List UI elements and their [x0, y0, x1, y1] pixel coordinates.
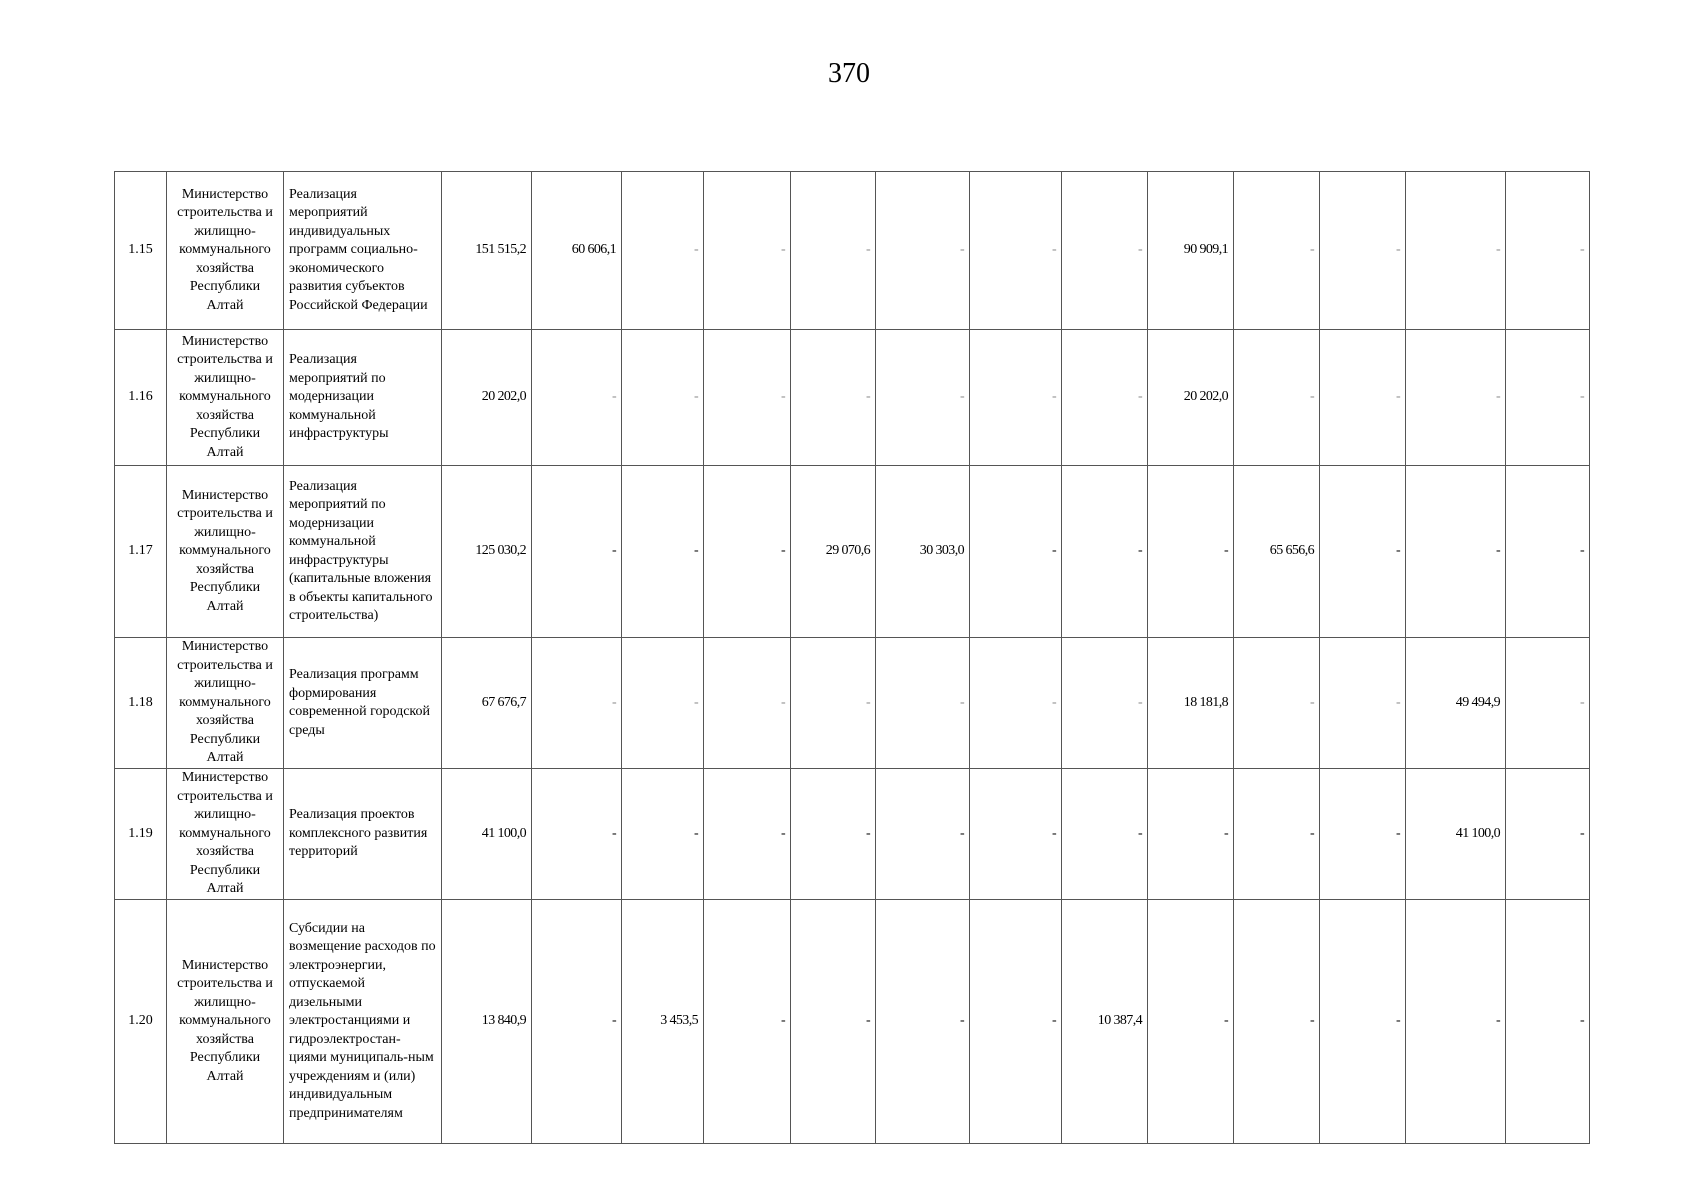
- value-cell: -: [622, 172, 704, 330]
- value-cell: -: [532, 769, 622, 900]
- value-cell: -: [1062, 466, 1148, 638]
- value-cell: 29 070,6: [791, 466, 876, 638]
- value-cell: -: [876, 769, 970, 900]
- value-cell: -: [1506, 638, 1590, 769]
- value-cell: -: [876, 900, 970, 1144]
- responsible-organization: Министерство строительства и жилищно-коммунального хозяйства Республики Алтай: [167, 330, 284, 466]
- table-row: [115, 900, 1590, 1144]
- value-cell: 90 909,1: [1148, 172, 1234, 330]
- value-cell: 49 494,9: [1406, 638, 1506, 769]
- responsible-organization: Министерство строительства и жилищно-коммунального хозяйства Республики Алтай: [167, 466, 284, 638]
- row-number: 1.17: [115, 466, 167, 638]
- value-cell: -: [622, 769, 704, 900]
- value-cell: -: [1320, 466, 1406, 638]
- value-cell: -: [1062, 638, 1148, 769]
- value-cell: -: [1406, 466, 1506, 638]
- value-cell: -: [704, 769, 791, 900]
- value-cell: -: [1234, 900, 1320, 1144]
- value-cell: -: [791, 769, 876, 900]
- row-number: 1.18: [115, 638, 167, 769]
- responsible-organization: Министерство строительства и жилищно-коммунального хозяйства Республики Алтай: [167, 900, 284, 1144]
- value-cell: -: [1506, 172, 1590, 330]
- value-cell: 20 202,0: [442, 330, 532, 466]
- activity-description: Реализация программ формирования современной городской среды: [284, 638, 442, 769]
- table-row: [115, 466, 1590, 638]
- value-cell: -: [876, 330, 970, 466]
- value-cell: -: [1234, 769, 1320, 900]
- value-cell: 41 100,0: [442, 769, 532, 900]
- value-cell: -: [532, 638, 622, 769]
- value-cell: 60 606,1: [532, 172, 622, 330]
- table-row: [115, 172, 1590, 330]
- value-cell: -: [970, 466, 1062, 638]
- value-cell: 30 303,0: [876, 466, 970, 638]
- row-number: 1.15: [115, 172, 167, 330]
- value-cell: 10 387,4: [1062, 900, 1148, 1144]
- value-cell: -: [704, 466, 791, 638]
- value-cell: -: [1320, 172, 1406, 330]
- activity-description: Реализация мероприятий по модернизации коммунальной инфраструктуры: [284, 330, 442, 466]
- value-cell: -: [1406, 330, 1506, 466]
- row-number: 1.20: [115, 900, 167, 1144]
- value-cell: -: [1234, 172, 1320, 330]
- value-cell: -: [1406, 172, 1506, 330]
- value-cell: -: [1234, 330, 1320, 466]
- value-cell: -: [791, 638, 876, 769]
- value-cell: -: [876, 638, 970, 769]
- value-cell: -: [1506, 330, 1590, 466]
- value-cell: -: [1506, 769, 1590, 900]
- page-number: 370: [828, 58, 870, 89]
- value-cell: -: [970, 900, 1062, 1144]
- value-cell: 65 656,6: [1234, 466, 1320, 638]
- value-cell: -: [1406, 900, 1506, 1144]
- value-cell: -: [622, 638, 704, 769]
- value-cell: -: [1062, 769, 1148, 900]
- value-cell: -: [1062, 172, 1148, 330]
- value-cell: -: [532, 330, 622, 466]
- value-cell: -: [704, 638, 791, 769]
- value-cell: 151 515,2: [442, 172, 532, 330]
- responsible-organization: Министерство строительства и жилищно-коммунального хозяйства Республики Алтай: [167, 638, 284, 769]
- value-cell: -: [1506, 900, 1590, 1144]
- value-cell: -: [1148, 769, 1234, 900]
- value-cell: -: [970, 172, 1062, 330]
- value-cell: -: [1320, 330, 1406, 466]
- value-cell: -: [791, 900, 876, 1144]
- activity-description: Реализация мероприятий по модернизации коммунальной инфраструктуры (капитальные вложения в объекты капитального строительства): [284, 466, 442, 638]
- budget-table: [114, 171, 1590, 1144]
- value-cell: -: [704, 330, 791, 466]
- value-cell: 41 100,0: [1406, 769, 1506, 900]
- table-row: [115, 638, 1590, 769]
- value-cell: -: [970, 330, 1062, 466]
- value-cell: -: [532, 466, 622, 638]
- row-number: 1.16: [115, 330, 167, 466]
- value-cell: 13 840,9: [442, 900, 532, 1144]
- value-cell: -: [622, 330, 704, 466]
- value-cell: -: [1148, 466, 1234, 638]
- value-cell: -: [970, 769, 1062, 900]
- value-cell: 20 202,0: [1148, 330, 1234, 466]
- responsible-organization: Министерство строительства и жилищно-коммунального хозяйства Республики Алтай: [167, 172, 284, 330]
- value-cell: -: [970, 638, 1062, 769]
- value-cell: 18 181,8: [1148, 638, 1234, 769]
- value-cell: -: [791, 330, 876, 466]
- table-row: [115, 330, 1590, 466]
- activity-description: Субсидии на возмещение расходов по электроэнергии, отпускаемой дизельными электростанциями и гидроэлектростан-циями муниципаль-ным учреждениям и (или) индивидуальным предпринимателям: [284, 900, 442, 1144]
- value-cell: -: [1148, 900, 1234, 1144]
- value-cell: -: [532, 900, 622, 1144]
- value-cell: -: [622, 466, 704, 638]
- activity-description: Реализация мероприятий индивидуальных программ социально-экономического развития субъектов Российской Федерации: [284, 172, 442, 330]
- table-row: [115, 769, 1590, 900]
- value-cell: -: [791, 172, 876, 330]
- value-cell: -: [1506, 466, 1590, 638]
- value-cell: -: [1062, 330, 1148, 466]
- value-cell: -: [704, 172, 791, 330]
- value-cell: -: [1234, 638, 1320, 769]
- row-number: 1.19: [115, 769, 167, 900]
- value-cell: -: [704, 900, 791, 1144]
- activity-description: Реализация проектов комплексного развития территорий: [284, 769, 442, 900]
- value-cell: -: [1320, 900, 1406, 1144]
- value-cell: 125 030,2: [442, 466, 532, 638]
- value-cell: 67 676,7: [442, 638, 532, 769]
- value-cell: -: [1320, 638, 1406, 769]
- value-cell: -: [1320, 769, 1406, 900]
- responsible-organization: Министерство строительства и жилищно-коммунального хозяйства Республики Алтай: [167, 769, 284, 900]
- value-cell: -: [876, 172, 970, 330]
- value-cell: 3 453,5: [622, 900, 704, 1144]
